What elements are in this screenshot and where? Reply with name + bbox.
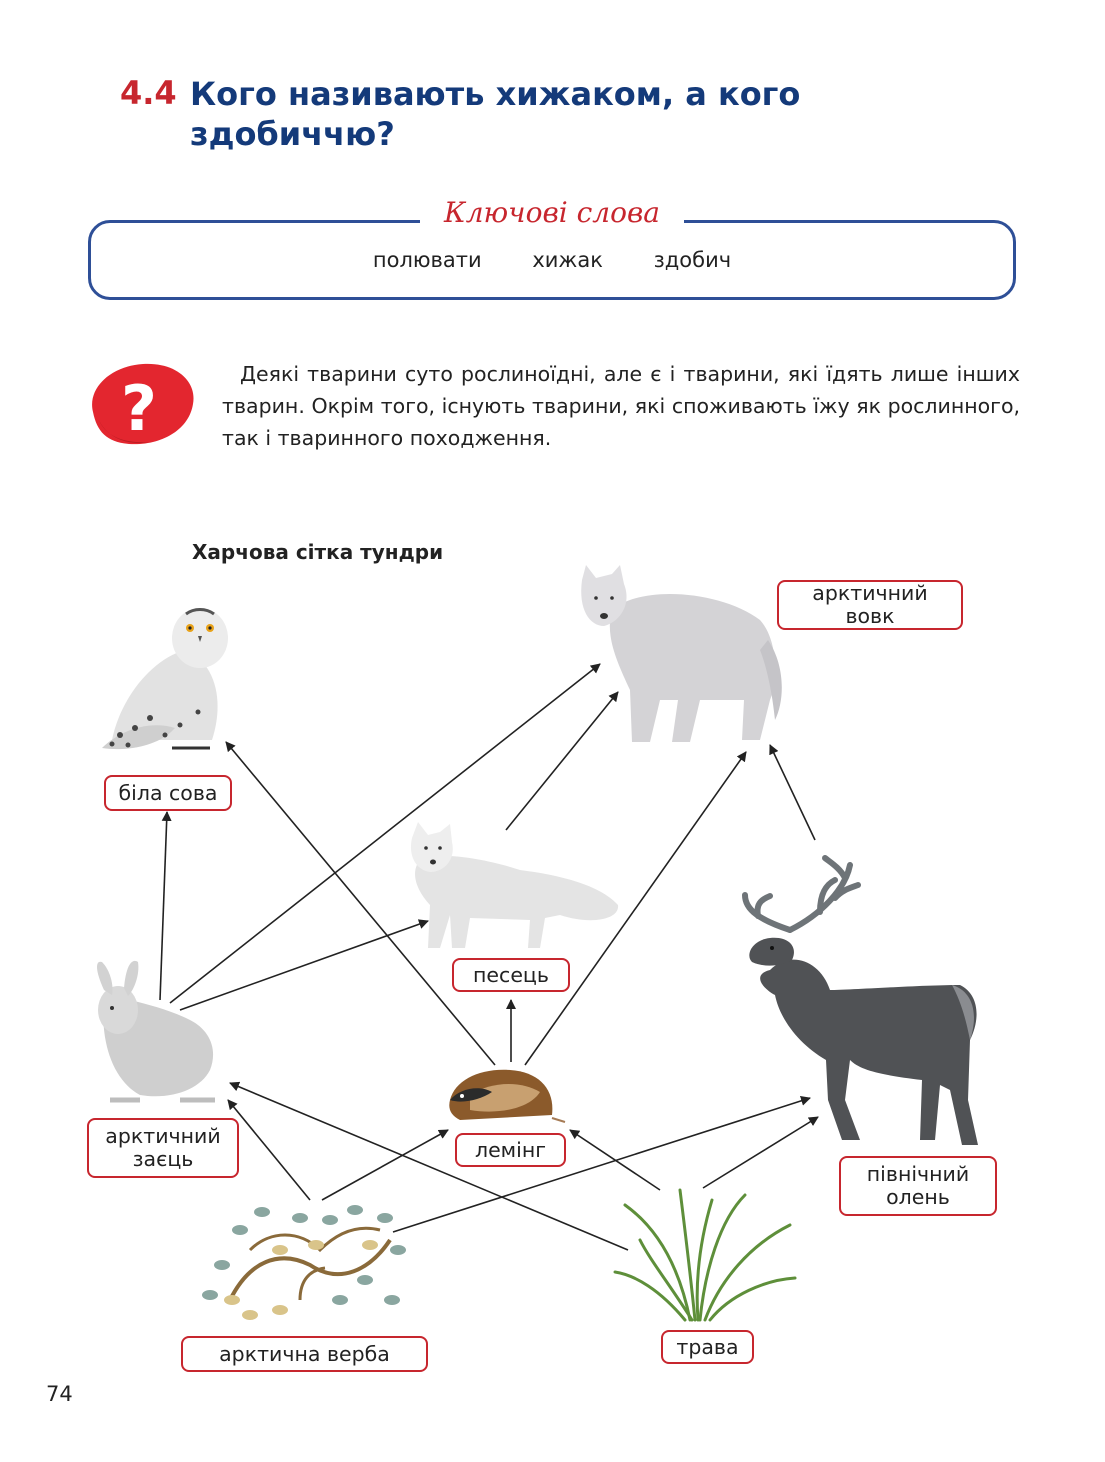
arctic-willow-illustration [202, 1205, 406, 1320]
diagram-title: Харчова сітка тундри [192, 540, 444, 564]
arrow-hare-to-wolf [170, 664, 600, 1003]
label-arctic-wolf: арктичний вовк [777, 580, 963, 630]
lemming-illustration [449, 1070, 565, 1122]
arctic-fox-illustration [411, 822, 618, 948]
label-arctic-willow: арктична верба [181, 1336, 428, 1372]
arrow-willow-to-lemming [322, 1130, 448, 1200]
section-title: Кого називають хижаком, а кого здобиччю? [190, 75, 801, 153]
arrow-grass-to-lemming [570, 1130, 660, 1190]
arrow-fox-to-wolf [506, 692, 618, 830]
keyword-item: полювати [372, 248, 482, 272]
arctic-wolf-illustration [581, 565, 782, 742]
label-arctic-hare: арктичний заєць [87, 1118, 239, 1178]
arrow-hare-to-owl [160, 812, 167, 1000]
arrow-reindeer-to-wolf [770, 745, 815, 840]
label-lemming: лемінг [455, 1133, 566, 1167]
arrow-grass-to-hare [230, 1083, 628, 1250]
arrow-willow-to-hare [228, 1100, 310, 1200]
reindeer-illustration [745, 858, 978, 1145]
grass-illustration [615, 1190, 795, 1320]
reindeer-antlers [745, 858, 858, 930]
label-snowy-owl: біла сова [104, 775, 232, 811]
label-reindeer: північний олень [839, 1156, 997, 1216]
svg-text:?: ? [121, 372, 157, 445]
keyword-item: хижак [532, 248, 603, 272]
snowy-owl-illustration [102, 608, 228, 749]
keywords-title: Ключові слова [444, 196, 660, 229]
keyword-item: здобич [653, 248, 732, 272]
label-grass: трава [661, 1330, 754, 1364]
intro-paragraph: Деякі тварини суто рослиноїдні, але є і тварини, які їдять лише інших тварин. Окрім того, існують тварини, які споживають їжу як рослинного, так і тваринного походження. [222, 362, 1020, 450]
section-number: 4.4 [120, 74, 177, 112]
label-arctic-fox: песець [452, 958, 570, 992]
page-number: 74 [46, 1382, 73, 1406]
arrow-willow-to-reindeer [393, 1098, 810, 1232]
